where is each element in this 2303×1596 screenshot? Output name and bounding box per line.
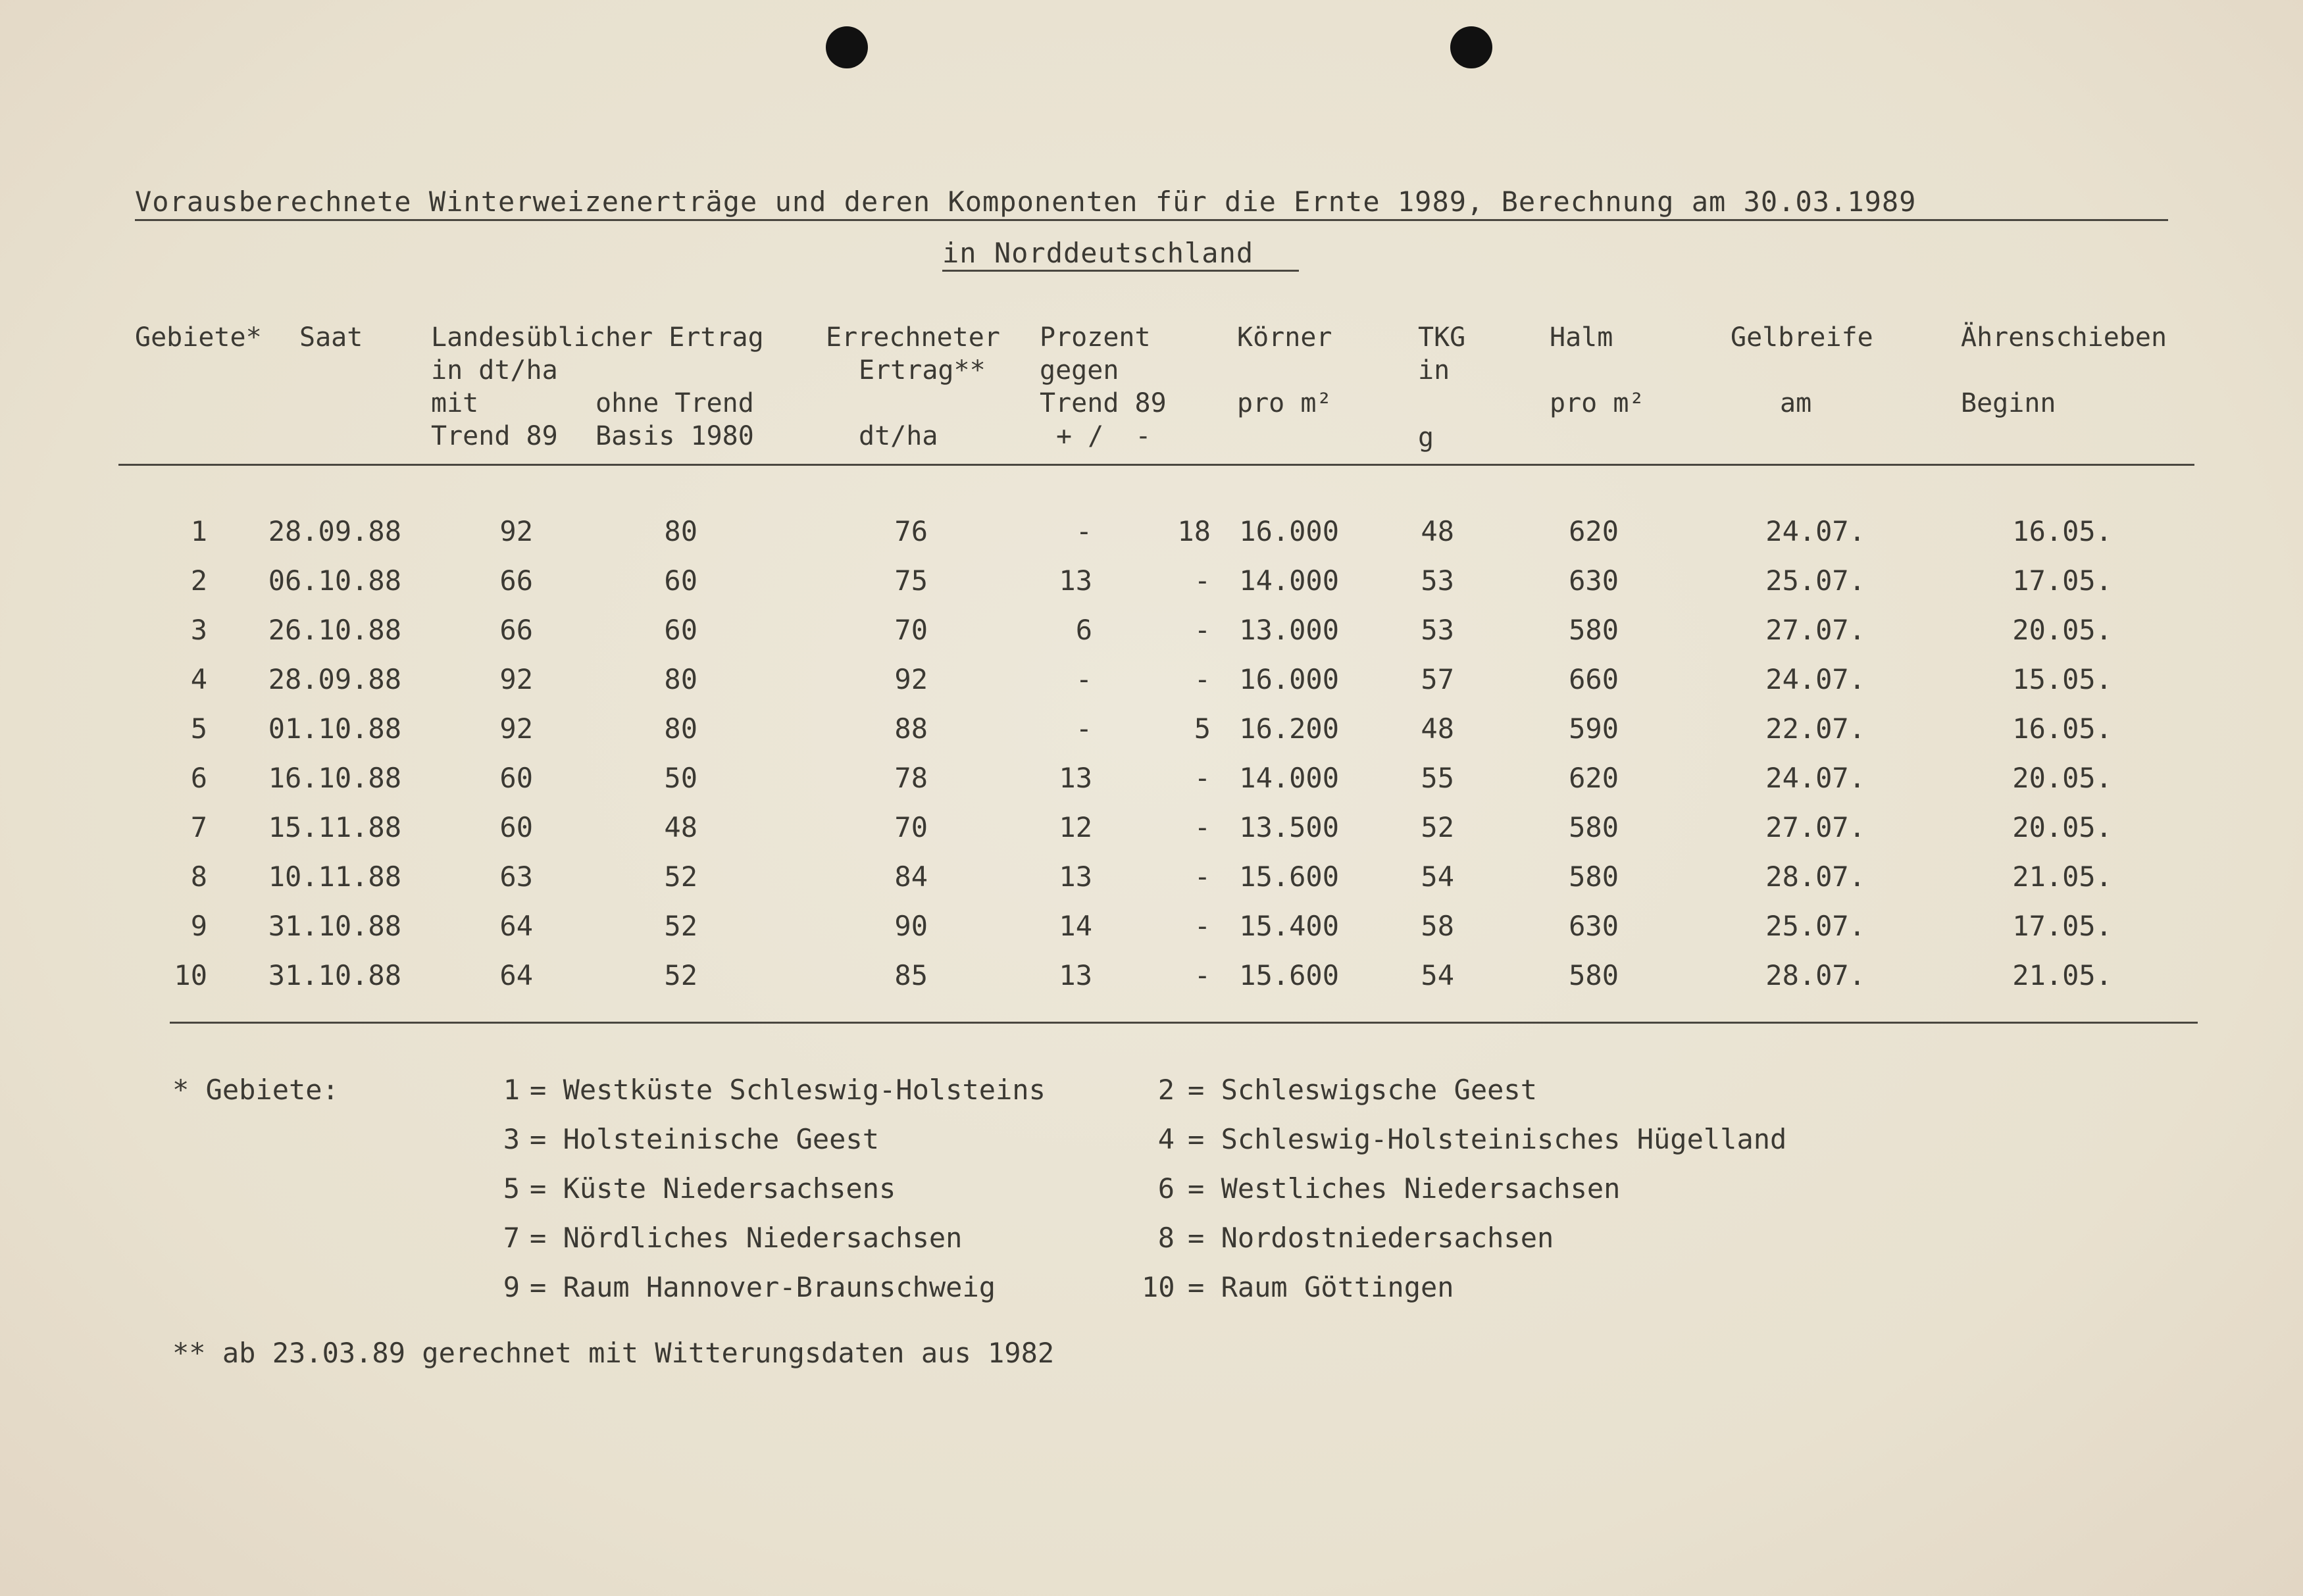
- cell-saat: 06.10.88: [268, 564, 401, 597]
- cell-saat: 15.11.88: [268, 811, 401, 843]
- header-tkg-2: in: [1418, 355, 1450, 386]
- cell-gebiet: 4: [190, 663, 207, 695]
- header-gelb-2: am: [1780, 388, 1812, 418]
- cell-halm: 580: [1569, 614, 1619, 646]
- cell-aehrenschieben: 21.05.: [2012, 959, 2112, 991]
- region-number: 10: [1142, 1271, 1175, 1303]
- footnote-label: * Gebiete:: [172, 1074, 339, 1106]
- cell-plus: -: [1075, 515, 1092, 547]
- cell-mit-trend: 92: [499, 515, 533, 547]
- cell-minus: -: [1194, 762, 1211, 794]
- cell-errechnet: 92: [894, 663, 928, 695]
- cell-halm: 630: [1569, 910, 1619, 942]
- cell-koerner: 16.000: [1239, 663, 1339, 695]
- cell-minus: -: [1194, 564, 1211, 597]
- cell-ohne-trend: 80: [664, 712, 697, 745]
- cell-koerner: 15.400: [1239, 910, 1339, 942]
- cell-plus: 13: [1059, 564, 1092, 597]
- cell-ohne-trend: 48: [664, 811, 697, 843]
- cell-errechnet: 76: [894, 515, 928, 547]
- region-number: 3: [503, 1123, 520, 1155]
- cell-minus: -: [1194, 860, 1211, 893]
- cell-halm: 620: [1569, 762, 1619, 794]
- cell-minus: -: [1194, 663, 1211, 695]
- region-name: = Nordostniedersachsen: [1188, 1222, 1554, 1254]
- cell-plus: 13: [1059, 762, 1092, 794]
- header-tkg-1: TKG: [1418, 322, 1466, 353]
- region-number: 2: [1157, 1074, 1175, 1106]
- cell-gebiet: 7: [190, 811, 207, 843]
- cell-koerner: 15.600: [1239, 860, 1339, 893]
- cell-saat: 28.09.88: [268, 515, 401, 547]
- header-aehren-1: Ährenschieben: [1961, 322, 2167, 353]
- cell-gelbreife: 24.07.: [1765, 762, 1865, 794]
- cell-gelbreife: 22.07.: [1765, 712, 1865, 745]
- region-number: 7: [503, 1222, 520, 1254]
- header-gebiete: Gebiete*: [135, 322, 262, 353]
- header-proz-1: Prozent: [1040, 322, 1151, 353]
- cell-aehrenschieben: 20.05.: [2012, 762, 2112, 794]
- cell-gelbreife: 28.07.: [1765, 860, 1865, 893]
- cell-errechnet: 78: [894, 762, 928, 794]
- cell-saat: 28.09.88: [268, 663, 401, 695]
- cell-tkg: 57: [1421, 663, 1454, 695]
- cell-gelbreife: 28.07.: [1765, 959, 1865, 991]
- header-err-1: Errechneter: [826, 322, 1000, 353]
- cell-errechnet: 75: [894, 564, 928, 597]
- cell-plus: 13: [1059, 860, 1092, 893]
- cell-gelbreife: 27.07.: [1765, 811, 1865, 843]
- cell-tkg: 55: [1421, 762, 1454, 794]
- cell-saat: 31.10.88: [268, 959, 401, 991]
- cell-tkg: 58: [1421, 910, 1454, 942]
- cell-saat: 10.11.88: [268, 860, 401, 893]
- title-underline-1: [135, 219, 2168, 221]
- cell-minus: -: [1194, 959, 1211, 991]
- cell-aehrenschieben: 16.05.: [2012, 712, 2112, 745]
- header-landes-1: Landesüblicher Ertrag: [431, 322, 764, 353]
- cell-plus: -: [1075, 712, 1092, 745]
- cell-errechnet: 90: [894, 910, 928, 942]
- cell-errechnet: 84: [894, 860, 928, 893]
- punch-hole-right: [1450, 26, 1492, 68]
- region-number: 6: [1157, 1172, 1175, 1205]
- cell-minus: -: [1194, 614, 1211, 646]
- cell-ohne-trend: 60: [664, 564, 697, 597]
- cell-plus: 14: [1059, 910, 1092, 942]
- cell-saat: 31.10.88: [268, 910, 401, 942]
- cell-koerner: 13.500: [1239, 811, 1339, 843]
- cell-aehrenschieben: 20.05.: [2012, 614, 2112, 646]
- header-proz-3: Trend 89: [1040, 388, 1167, 418]
- cell-ohne-trend: 60: [664, 614, 697, 646]
- cell-errechnet: 70: [894, 811, 928, 843]
- cell-koerner: 13.000: [1239, 614, 1339, 646]
- cell-koerner: 14.000: [1239, 762, 1339, 794]
- region-name: = Holsteinische Geest: [530, 1123, 880, 1155]
- header-koerner-1: Körner: [1237, 322, 1332, 353]
- cell-plus: -: [1075, 663, 1092, 695]
- cell-tkg: 54: [1421, 959, 1454, 991]
- cell-mit-trend: 63: [499, 860, 533, 893]
- header-ohne-1: ohne Trend: [595, 388, 754, 418]
- cell-gebiet: 2: [190, 564, 207, 597]
- cell-aehrenschieben: 20.05.: [2012, 811, 2112, 843]
- cell-mit-trend: 66: [499, 614, 533, 646]
- cell-mit-trend: 60: [499, 762, 533, 794]
- header-err-2: Ertrag**: [859, 355, 986, 386]
- cell-errechnet: 85: [894, 959, 928, 991]
- cell-minus: 5: [1194, 712, 1211, 745]
- cell-mit-trend: 60: [499, 811, 533, 843]
- title-underline-2: [942, 270, 1299, 272]
- region-number: 5: [503, 1172, 520, 1205]
- cell-saat: 01.10.88: [268, 712, 401, 745]
- cell-koerner: 14.000: [1239, 564, 1339, 597]
- cell-minus: -: [1194, 811, 1211, 843]
- header-koerner-2: pro m²: [1237, 388, 1332, 418]
- region-name: = Raum Hannover-Braunschweig: [530, 1271, 996, 1303]
- header-proz-4: + / -: [1056, 421, 1152, 451]
- region-name: = Westliches Niedersachsen: [1188, 1172, 1621, 1205]
- cell-mit-trend: 64: [499, 959, 533, 991]
- footnote-weather: ** ab 23.03.89 gerechnet mit Witterungsdaten aus 1982: [172, 1337, 1055, 1369]
- cell-aehrenschieben: 16.05.: [2012, 515, 2112, 547]
- cell-ohne-trend: 52: [664, 959, 697, 991]
- cell-plus: 13: [1059, 959, 1092, 991]
- cell-gelbreife: 24.07.: [1765, 515, 1865, 547]
- cell-gebiet: 5: [190, 712, 207, 745]
- cell-mit-trend: 92: [499, 663, 533, 695]
- header-proz-2: gegen: [1040, 355, 1119, 386]
- cell-ohne-trend: 52: [664, 910, 697, 942]
- cell-gebiet: 3: [190, 614, 207, 646]
- cell-mit-trend: 64: [499, 910, 533, 942]
- header-gelb-1: Gelbreife: [1731, 322, 1873, 353]
- cell-gebiet: 6: [190, 762, 207, 794]
- cell-halm: 580: [1569, 811, 1619, 843]
- cell-ohne-trend: 80: [664, 663, 697, 695]
- header-err-3: dt/ha: [859, 421, 938, 451]
- header-tkg-3: g: [1418, 422, 1434, 453]
- header-aehren-2: Beginn: [1961, 388, 2056, 418]
- cell-halm: 630: [1569, 564, 1619, 597]
- cell-ohne-trend: 80: [664, 515, 697, 547]
- region-number: 4: [1157, 1123, 1175, 1155]
- cell-halm: 620: [1569, 515, 1619, 547]
- cell-tkg: 52: [1421, 811, 1454, 843]
- cell-koerner: 15.600: [1239, 959, 1339, 991]
- cell-tkg: 54: [1421, 860, 1454, 893]
- cell-plus: 12: [1059, 811, 1092, 843]
- cell-gebiet: 1: [190, 515, 207, 547]
- cell-minus: 18: [1177, 515, 1211, 547]
- header-halm-2: pro m²: [1550, 388, 1645, 418]
- header-rule: [118, 464, 2194, 466]
- cell-aehrenschieben: 15.05.: [2012, 663, 2112, 695]
- cell-gelbreife: 24.07.: [1765, 663, 1865, 695]
- cell-aehrenschieben: 17.05.: [2012, 910, 2112, 942]
- cell-aehrenschieben: 21.05.: [2012, 860, 2112, 893]
- header-halm-1: Halm: [1550, 322, 1613, 353]
- cell-gelbreife: 27.07.: [1765, 614, 1865, 646]
- header-mit-1: mit: [431, 388, 479, 418]
- cell-errechnet: 88: [894, 712, 928, 745]
- punch-hole-left: [826, 26, 868, 68]
- cell-mit-trend: 66: [499, 564, 533, 597]
- cell-gebiet: 8: [190, 860, 207, 893]
- header-ohne-2: Basis 1980: [595, 421, 754, 451]
- cell-tkg: 48: [1421, 712, 1454, 745]
- cell-gebiet: 9: [190, 910, 207, 942]
- cell-koerner: 16.200: [1239, 712, 1339, 745]
- region-name: = Schleswigsche Geest: [1188, 1074, 1538, 1106]
- cell-halm: 590: [1569, 712, 1619, 745]
- cell-tkg: 53: [1421, 564, 1454, 597]
- cell-tkg: 53: [1421, 614, 1454, 646]
- cell-halm: 580: [1569, 959, 1619, 991]
- cell-saat: 26.10.88: [268, 614, 401, 646]
- region-number: 8: [1157, 1222, 1175, 1254]
- cell-gelbreife: 25.07.: [1765, 910, 1865, 942]
- header-mit-2: Trend 89: [431, 421, 558, 451]
- region-name: = Nördliches Niedersachsen: [530, 1222, 963, 1254]
- title-line-1: Vorausberechnete Winterweizenerträge und deren Komponenten für die Ernte 1989, Berechnung am 30.03.1989: [135, 186, 1917, 218]
- cell-mit-trend: 92: [499, 712, 533, 745]
- cell-gebiet: 10: [174, 959, 207, 991]
- header-landes-2: in dt/ha: [431, 355, 558, 386]
- cell-gelbreife: 25.07.: [1765, 564, 1865, 597]
- region-name: = Raum Göttingen: [1188, 1271, 1454, 1303]
- header-saat: Saat: [299, 322, 363, 353]
- region-number: 9: [503, 1271, 520, 1303]
- cell-ohne-trend: 52: [664, 860, 697, 893]
- cell-tkg: 48: [1421, 515, 1454, 547]
- cell-halm: 660: [1569, 663, 1619, 695]
- cell-errechnet: 70: [894, 614, 928, 646]
- region-number: 1: [503, 1074, 520, 1106]
- bottom-rule: [170, 1022, 2198, 1024]
- cell-koerner: 16.000: [1239, 515, 1339, 547]
- cell-aehrenschieben: 17.05.: [2012, 564, 2112, 597]
- cell-ohne-trend: 50: [664, 762, 697, 794]
- region-name: = Küste Niedersachsens: [530, 1172, 896, 1205]
- cell-halm: 580: [1569, 860, 1619, 893]
- cell-plus: 6: [1075, 614, 1092, 646]
- cell-minus: -: [1194, 910, 1211, 942]
- region-name: = Westküste Schleswig-Holsteins: [530, 1074, 1046, 1106]
- title-line-2: in Norddeutschland: [942, 237, 1254, 269]
- region-name: = Schleswig-Holsteinisches Hügelland: [1188, 1123, 1787, 1155]
- cell-saat: 16.10.88: [268, 762, 401, 794]
